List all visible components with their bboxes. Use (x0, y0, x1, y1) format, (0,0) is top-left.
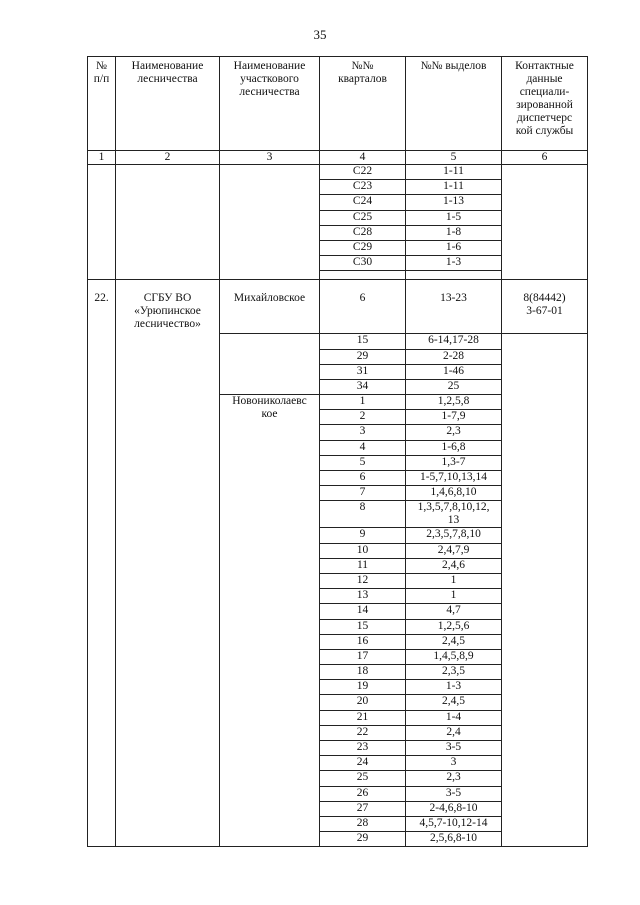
sections-cell: 1-13 (406, 195, 502, 210)
quarter-cell: 14 (320, 604, 406, 619)
sections-cell: 1 (406, 573, 502, 588)
quarter-cell: 19 (320, 680, 406, 695)
sections-cell: 4,5,7-10,12-14 (406, 816, 502, 831)
sections-cell: 2-4,6,8-10 (406, 801, 502, 816)
quarter-cell: 29 (320, 832, 406, 847)
quarter-cell: С22 (320, 165, 406, 180)
quarter-cell: 15 (320, 334, 406, 349)
sections-cell: 2,4,6 (406, 558, 502, 573)
quarter-cell: С24 (320, 195, 406, 210)
quarter-cell: 12 (320, 573, 406, 588)
quarter-cell: 2 (320, 410, 406, 425)
quarter-cell: 8 (320, 501, 406, 528)
quarter-cell: 27 (320, 801, 406, 816)
sections-cell: 13-23 (406, 280, 502, 334)
sections-cell: 2,4,5 (406, 634, 502, 649)
sections-cell: 1-3 (406, 256, 502, 271)
quarter-cell: 25 (320, 771, 406, 786)
column-number: 3 (220, 151, 320, 165)
quarter-cell: С25 (320, 210, 406, 225)
column-number: 4 (320, 151, 406, 165)
quarter-cell: 21 (320, 710, 406, 725)
quarter-cell: 5 (320, 455, 406, 470)
quarter-cell: 6 (320, 471, 406, 486)
sections-cell: 6-14,17-28 (406, 334, 502, 349)
column-number: 2 (116, 151, 220, 165)
quarter-cell: 1 (320, 395, 406, 410)
sections-cell: 2,5,6,8-10 (406, 832, 502, 847)
sections-cell: 1-5,7,10,13,14 (406, 471, 502, 486)
sections-cell: 25 (406, 379, 502, 394)
quarter-cell: 4 (320, 440, 406, 455)
sections-cell: 1,2,5,8 (406, 395, 502, 410)
district-name: Михайловское (220, 280, 320, 334)
table-row (88, 165, 588, 180)
sections-cell: 1-6 (406, 240, 502, 255)
empty-cell (502, 334, 588, 847)
sections-cell: 2-28 (406, 349, 502, 364)
entry-number: 22. (88, 280, 116, 847)
header-row (88, 57, 588, 151)
quarter-cell: С29 (320, 240, 406, 255)
quarter-cell: 17 (320, 649, 406, 664)
table-row (88, 280, 588, 334)
sections-cell: 2,3 (406, 425, 502, 440)
sections-cell: 2,4,7,9 (406, 543, 502, 558)
quarter-cell: 6 (320, 280, 406, 334)
sections-cell: 1,3,5,7,8,10,12, 13 (406, 501, 502, 528)
sections-cell: 2,4,5 (406, 695, 502, 710)
sections-cell: 1-5 (406, 210, 502, 225)
quarter-cell: 31 (320, 364, 406, 379)
sections-cell: 2,3 (406, 771, 502, 786)
quarter-cell: 3 (320, 425, 406, 440)
sections-cell: 1-4 (406, 710, 502, 725)
quarter-cell: 26 (320, 786, 406, 801)
quarter-cell: С28 (320, 225, 406, 240)
header-contacts: Контактные данные специали- зированной диспетчерс кой службы (502, 57, 588, 151)
page-number: 35 (313, 27, 327, 42)
quarter-cell: 9 (320, 528, 406, 543)
empty-cell (116, 165, 220, 280)
quarter-cell: 16 (320, 634, 406, 649)
quarter-cell: 18 (320, 665, 406, 680)
sections-cell: 1-11 (406, 165, 502, 180)
quarter-cell: 10 (320, 543, 406, 558)
sections-cell: 1,2,5,6 (406, 619, 502, 634)
empty-cell (88, 165, 116, 280)
header-sections: №№ выделов (406, 57, 502, 151)
sections-cell: 1 (406, 589, 502, 604)
sections-cell: 1-8 (406, 225, 502, 240)
sections-cell: 1,4,6,8,10 (406, 486, 502, 501)
quarter-cell: 29 (320, 349, 406, 364)
sections-cell: 2,4 (406, 725, 502, 740)
quarter-cell: 24 (320, 756, 406, 771)
forestry-name: СГБУ ВО «Урюпинское лесничество» (116, 280, 220, 847)
quarter-cell: 13 (320, 589, 406, 604)
column-number: 6 (502, 151, 588, 165)
sections-cell: 1-46 (406, 364, 502, 379)
quarter-cell: 11 (320, 558, 406, 573)
quarter-cell: 15 (320, 619, 406, 634)
sections-cell: 3-5 (406, 786, 502, 801)
sections-cell: 1,4,5,8,9 (406, 649, 502, 664)
district-name: Новониколаевс кое (220, 395, 320, 847)
empty-cell (502, 165, 588, 280)
quarter-cell: 22 (320, 725, 406, 740)
forestry-table (87, 56, 588, 847)
column-number-row (88, 151, 588, 165)
quarter-cell: С23 (320, 180, 406, 195)
quarter-cell: С30 (320, 256, 406, 271)
quarter-cell: 28 (320, 816, 406, 831)
sections-cell: 3 (406, 756, 502, 771)
sections-cell: 1-6,8 (406, 440, 502, 455)
empty-cell (220, 334, 320, 395)
sections-cell: 2,3,5 (406, 665, 502, 680)
header-district: Наименование участкового лесничества (220, 57, 320, 151)
sections-cell: 1,3-7 (406, 455, 502, 470)
quarter-cell: 23 (320, 741, 406, 756)
column-number: 1 (88, 151, 116, 165)
header-number: № п/п (88, 57, 116, 151)
empty-cell (220, 165, 320, 280)
column-number: 5 (406, 151, 502, 165)
quarter-cell: 20 (320, 695, 406, 710)
quarter-cell: 34 (320, 379, 406, 394)
sections-cell: 3-5 (406, 741, 502, 756)
sections-cell: 1-7,9 (406, 410, 502, 425)
header-forestry: Наименование лесничества (116, 57, 220, 151)
sections-cell: 2,3,5,7,8,10 (406, 528, 502, 543)
header-quarters: №№ кварталов (320, 57, 406, 151)
empty-cell (406, 271, 502, 280)
sections-cell: 1-11 (406, 180, 502, 195)
empty-cell (320, 271, 406, 280)
sections-cell: 4,7 (406, 604, 502, 619)
contact-info: 8(84442) 3-67-01 (502, 280, 588, 334)
quarter-cell: 7 (320, 486, 406, 501)
sections-cell: 1-3 (406, 680, 502, 695)
